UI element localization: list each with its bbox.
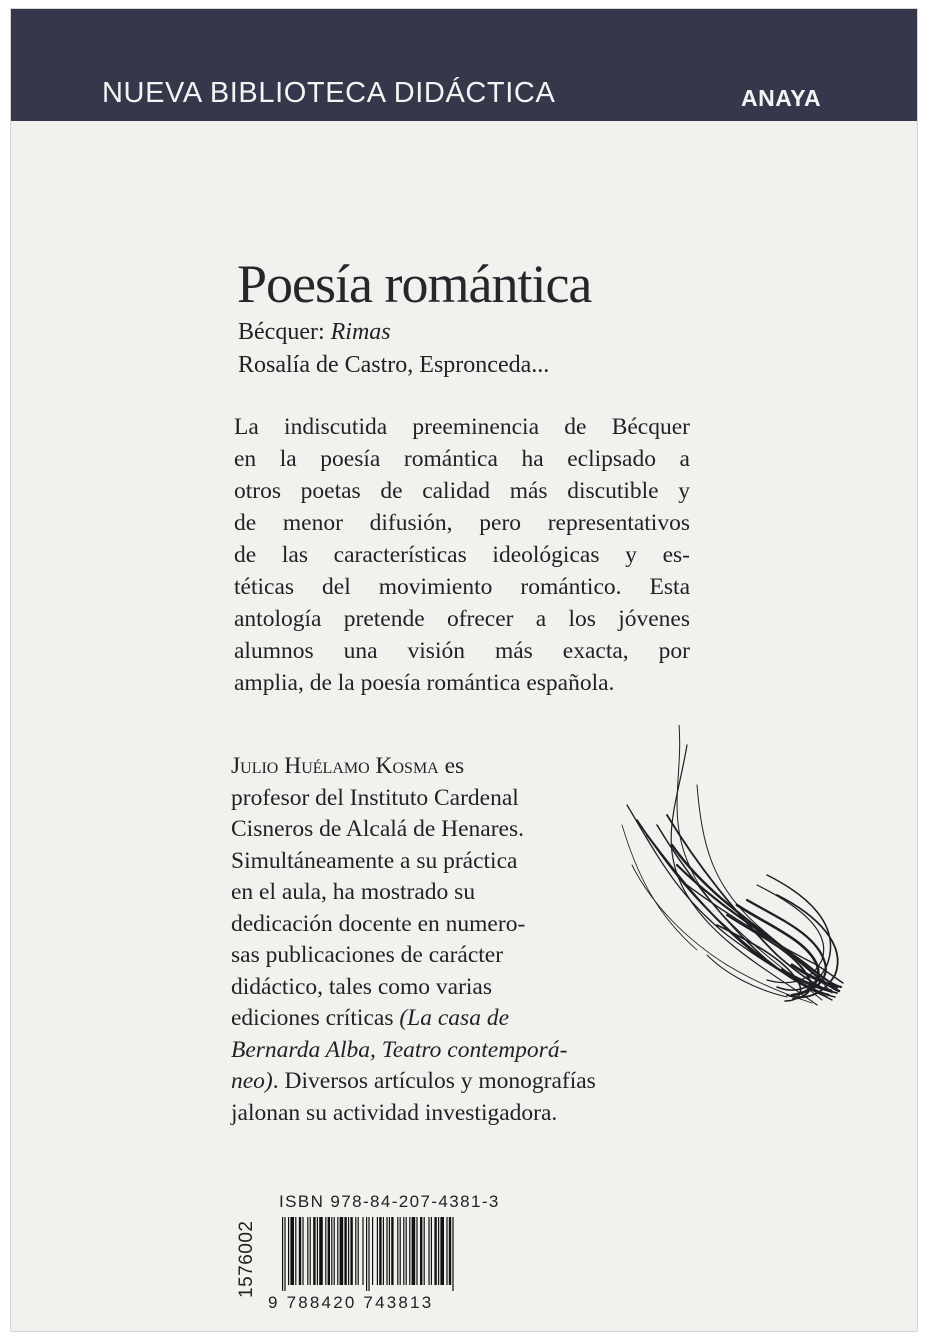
barcode-bar — [400, 1217, 401, 1285]
barcode-bar — [372, 1217, 373, 1285]
barcode-bar — [446, 1217, 447, 1285]
barcode-bar — [328, 1217, 330, 1285]
bio-line — [231, 1035, 603, 1067]
barcode-bar — [452, 1217, 453, 1291]
description-line: de las características ideológicas y es- — [234, 542, 690, 568]
barcode-bar — [334, 1217, 335, 1285]
barcode-bar — [358, 1217, 359, 1285]
subtitle-line-2: Rosalía de Castro, Espronceda... — [238, 352, 550, 378]
bio-line — [231, 751, 603, 783]
description-paragraph — [234, 411, 690, 699]
barcode-bar — [438, 1217, 439, 1285]
description-line: otros poetas de calidad más discutible y — [234, 478, 690, 504]
bio-line: dedicación docente en numero- — [231, 910, 526, 937]
barcode-bar — [424, 1217, 425, 1285]
barcode-bar — [431, 1217, 432, 1285]
bio-line: sas publicaciones de carácter — [231, 942, 504, 968]
bio-line: jalonan su actividad investigadora. — [231, 1099, 558, 1126]
barcode-bar — [325, 1217, 326, 1285]
description-line: amplia, de la poesía romántica española. — [234, 670, 615, 696]
barcode-bar — [331, 1217, 332, 1285]
subtitle-work: Rimas — [330, 319, 391, 345]
bio-line — [231, 1003, 603, 1035]
series-band — [11, 9, 917, 121]
series-title: NUEVA BIBLIOTECA DIDÁCTICA — [102, 77, 556, 109]
product-code-text: 1576002 — [236, 1220, 257, 1298]
bio-line: profesor del Instituto Cardenal — [231, 784, 519, 811]
barcode-bar — [428, 1217, 429, 1285]
barcode-bar — [416, 1217, 417, 1285]
barcode-bar — [397, 1217, 398, 1285]
description-line: en la poesía romántica ha eclipsado a — [234, 446, 690, 472]
barcode-bar — [307, 1217, 308, 1285]
barcode-bar — [403, 1217, 404, 1285]
barcode-bar — [362, 1217, 363, 1285]
bio-text: es — [438, 753, 465, 779]
barcode-bar — [391, 1217, 393, 1285]
ean-number: 9 788420 743813 — [268, 1293, 434, 1312]
barcode-bar — [368, 1217, 369, 1291]
ink-scribble-illustration — [617, 725, 853, 1015]
barcode — [281, 1217, 455, 1291]
barcode-bar — [317, 1217, 318, 1285]
barcode-bar — [412, 1217, 416, 1285]
barcode-bar — [377, 1217, 378, 1285]
bio-italic: (La casa de — [399, 1005, 510, 1031]
barcode-bar — [355, 1217, 356, 1285]
barcode-bar — [290, 1217, 294, 1285]
barcode-bar — [319, 1217, 323, 1285]
bio-line: Cisneros de Alcalá de Henares. — [231, 816, 524, 842]
barcode-bar — [440, 1217, 444, 1285]
barcode-bar — [366, 1217, 367, 1291]
bio-line: didáctico, tales como varias — [231, 973, 493, 1000]
author-name: Julio Huélamo Kosma — [231, 753, 439, 779]
description-line: de menor difusión, pero representativos — [234, 510, 690, 536]
book-title: Poesía romántica — [237, 254, 592, 314]
description-line: La indiscutida preeminencia de Bécquer — [234, 414, 690, 440]
barcode-bar — [449, 1217, 451, 1285]
isbn-label: ISBN 978-84-207-4381-3 — [279, 1192, 500, 1211]
bio-line: en el aula, ha mostrado su — [231, 879, 476, 905]
barcode-bar — [348, 1217, 349, 1285]
barcode-bar — [295, 1217, 296, 1285]
barcode-bar — [284, 1217, 285, 1291]
barcode-bar — [383, 1217, 384, 1285]
barcode-bar — [282, 1217, 283, 1291]
bio-line — [231, 1066, 603, 1098]
bio-text: . Diversos artículos y monografías — [272, 1068, 596, 1094]
barcode-bar — [288, 1217, 289, 1285]
barcode-bar — [379, 1217, 381, 1285]
back-cover — [10, 8, 918, 1332]
barcode-bar — [337, 1217, 338, 1285]
barcode-bar — [420, 1217, 422, 1285]
barcode-bar — [386, 1217, 387, 1285]
barcode-bar — [299, 1217, 301, 1285]
description-line: antología pretende ofrecer a los jóvenes — [234, 606, 690, 632]
barcode-bar — [409, 1217, 410, 1285]
barcode-bar — [344, 1217, 346, 1285]
bio-italic: neo) — [231, 1068, 273, 1094]
subtitle-author: Bécquer: — [238, 319, 325, 345]
publisher-logo: ANAYA — [741, 85, 822, 111]
barcode-bar — [389, 1217, 390, 1285]
barcode-bar — [434, 1217, 436, 1285]
bio-line: Simultáneamente a su práctica — [231, 847, 518, 874]
bio-text: ediciones críticas — [231, 1005, 400, 1031]
description-line: téticas del movimiento romántico. Esta — [234, 574, 690, 600]
barcode-bar — [406, 1217, 407, 1285]
barcode-bar — [313, 1217, 315, 1285]
barcode-bar — [302, 1217, 303, 1285]
product-code — [235, 1189, 257, 1309]
barcode-bar — [310, 1217, 311, 1285]
barcode-bar — [350, 1217, 352, 1285]
author-bio — [231, 751, 603, 1129]
description-line: alumnos una visión más exacta, por — [234, 638, 690, 664]
subtitle-line-1 — [238, 319, 391, 346]
barcode-bar — [340, 1217, 344, 1285]
bio-italic: Bernarda Alba, Teatro contemporá- — [231, 1036, 568, 1063]
